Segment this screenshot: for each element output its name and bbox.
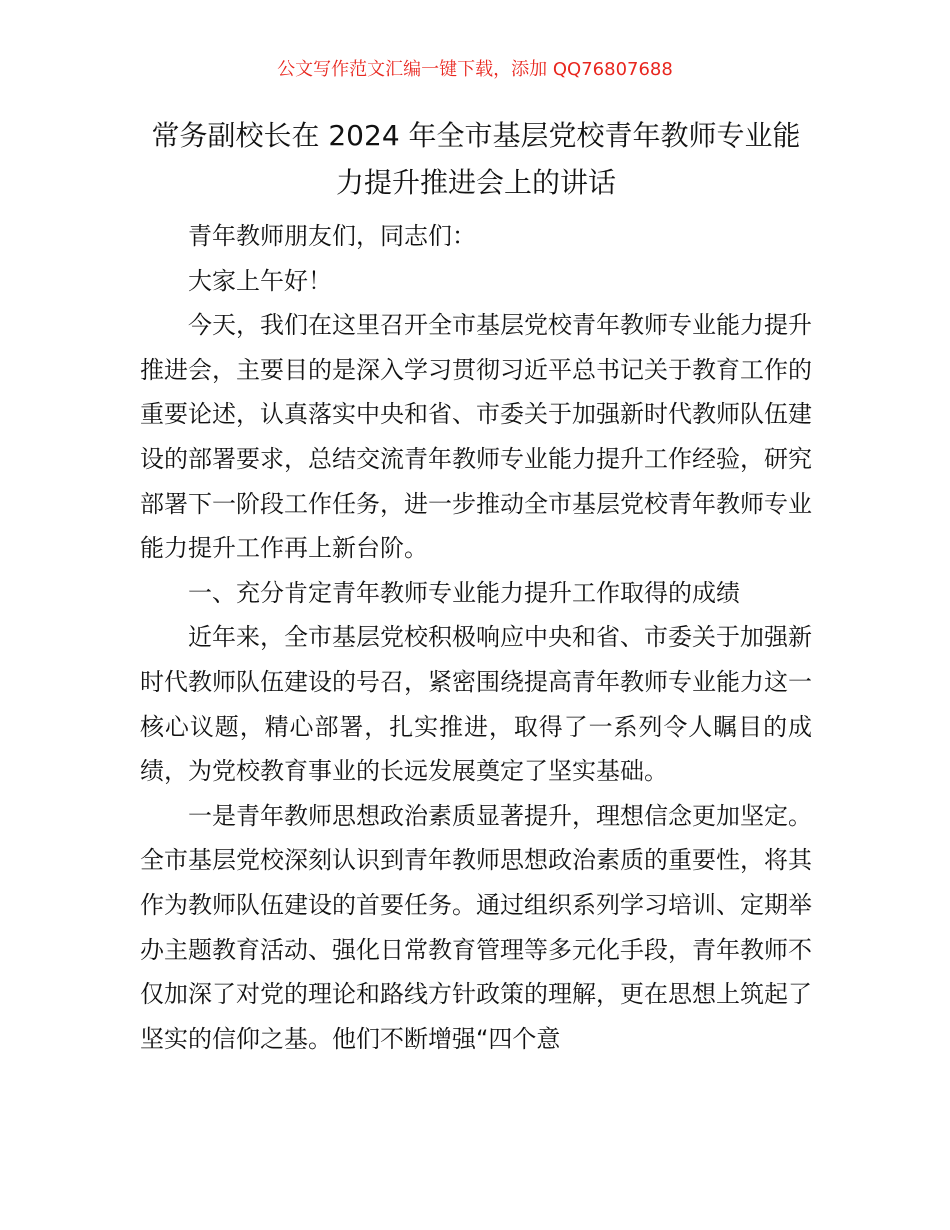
body-paragraph: 一是青年教师思想政治素质显著提升，理想信念更加坚定。全市基层党校深刻认识到青年教师思想政治素质的重要性，将其作为教师队伍建设的首要任务。通过组织系列学习培训、定期举办主题教育活动、强化日常教育管理等多元化手段，青年教师不仅加深了对党的理论和路线方针政策的理解，更在思想上筑起了坚实的信仰之基。他们不断增强“四个意	[140, 801, 812, 1053]
salutation-paragraph: 青年教师朋友们，同志们：	[188, 222, 476, 250]
document-title: 常务副校长在 2024 年全市基层党校青年教师专业能力提升推进会上的讲话	[151, 119, 801, 199]
section-heading: 一、充分肯定青年教师专业能力提升工作取得的成绩	[188, 578, 740, 607]
body-paragraph: 近年来，全市基层党校积极响应中央和省、市委关于加强新时代教师队伍建设的号召，紧密围绕提高青年教师专业能力这一核心议题，精心部署，扎实推进，取得了一系列令人瞩目的成绩，为党校教育事业的长远发展奠定了坚实基础。	[140, 623, 812, 786]
document-body	[140, 214, 812, 1061]
intro-paragraph: 今天，我们在这里召开全市基层党校青年教师专业能力提升推进会，主要目的是深入学习贯彻习近平总书记关于教育工作的重要论述，认真落实中央和省、市委关于加强新时代教师队伍建设的部署要求，总结交流青年教师专业能力提升工作经验，研究部署下一阶段工作任务，进一步推动全市基层党校青年教师专业能力提升工作再上新台阶。	[140, 311, 812, 563]
greeting-paragraph: 大家上午好！	[188, 266, 332, 295]
download-banner[interactable]: 公文写作范文汇编一键下载，添加 QQ76807688	[277, 59, 673, 80]
